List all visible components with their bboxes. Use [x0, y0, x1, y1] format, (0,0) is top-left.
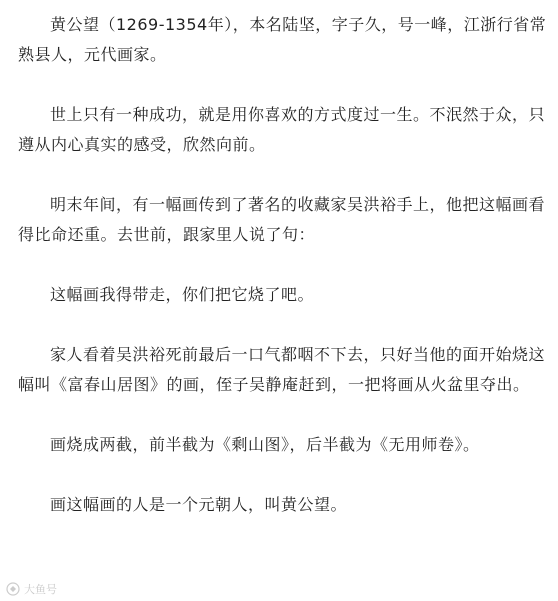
paragraph-collector: 明末年间，有一幅画传到了著名的收藏家吴洪裕手上，他把这幅画看得比命还重。去世前，跟家里人说了句： [18, 195, 546, 244]
paragraph-intro: 黄公望（1269-1354年），本名陆坚，字子久，号一峰，江浙行省常熟县人，元代画家。 [18, 15, 547, 64]
paragraph-quote: 这幅画我得带走，你们把它烧了吧。 [50, 285, 315, 304]
watermark-logo-icon [6, 582, 20, 596]
paragraph-burning: 家人看着吴洪裕死前最后一口气都咽不下去，只好当他的面开始烧这幅叫《富春山居图》的画，侄子吴静庵赶到，一把将画从火盆里夺出。 [18, 345, 546, 394]
paragraph-split: 画烧成两截，前半截为《剩山图》，后半截为《无用师卷》。 [50, 435, 480, 454]
paragraph-success: 世上只有一种成功，就是用你喜欢的方式度过一生。不泯然于众，只遵从内心真实的感受，欣然向前。 [18, 105, 546, 154]
paragraph-painter: 画这幅画的人是一个元朝人，叫黄公望。 [50, 495, 348, 514]
article-body [18, 10, 548, 520]
watermark [6, 581, 57, 597]
watermark-text: 大鱼号 [24, 583, 57, 596]
